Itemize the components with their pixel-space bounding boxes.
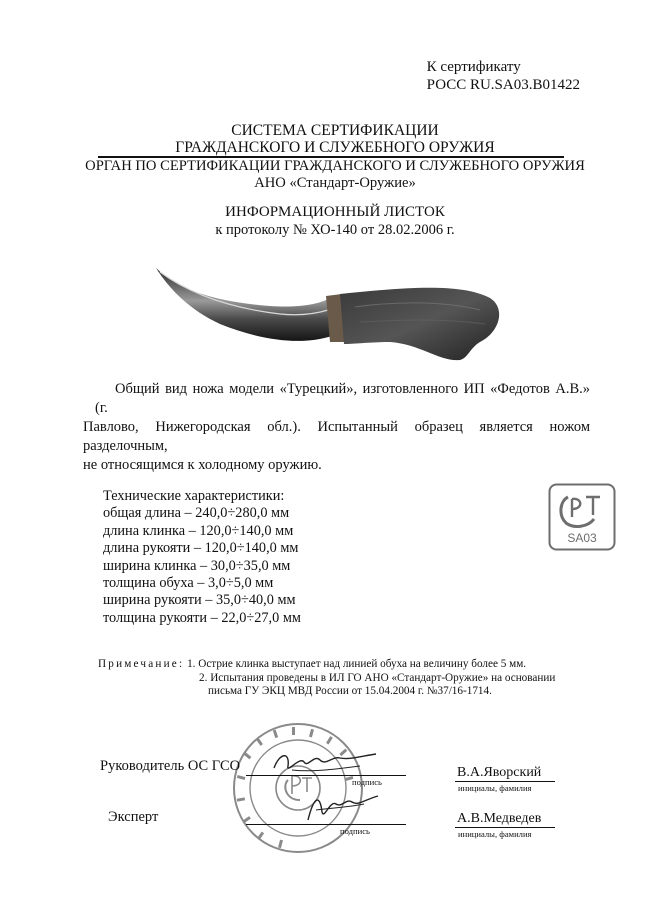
expert-handwritten-signature <box>304 790 384 824</box>
spec-item: длина рукояти – 120,0÷140,0 мм <box>103 540 299 557</box>
expert-signature-caption: подпись <box>340 826 370 836</box>
head-signature-caption: подпись <box>352 777 382 787</box>
knife-photo <box>150 262 510 372</box>
head-name-caption: инициалы, фамилия <box>458 783 532 793</box>
knife-handle <box>340 288 499 360</box>
knife-blade <box>156 268 332 341</box>
certificate-reference <box>427 58 580 94</box>
specs-heading: Технические характеристики: <box>103 488 285 504</box>
system-title-line2: ГРАЖДАНСКОГО И СЛУЖЕБНОГО ОРУЖИЯ <box>175 139 495 156</box>
description-paragraph <box>83 380 590 475</box>
description-line2: Павлово, Нижегородская обл.). Испытанный образец является ножом разделочным, <box>83 419 590 454</box>
organ-title-line1: ОРГАН ПО СЕРТИФИКАЦИИ ГРАЖДАНСКОГО И СЛУЖЕБНОГО ОРУЖИЯ <box>85 158 585 174</box>
spec-item: толщина обуха – 3,0÷5,0 мм <box>103 575 274 592</box>
expert-name: А.В.Медведев <box>457 811 542 826</box>
head-signature-line <box>246 775 406 776</box>
expert-signatory-label: Эксперт <box>108 809 159 825</box>
round-seal-stamp <box>228 718 368 858</box>
certification-mark-code: SA03 <box>567 531 597 545</box>
document-title: ИНФОРМАЦИОННЫЙ ЛИСТОК <box>225 204 445 220</box>
expert-name-line <box>455 827 555 828</box>
expert-name-caption: инициалы, фамилия <box>458 829 532 839</box>
description-line3: не относящимся к холодному оружию. <box>83 457 322 473</box>
head-name: В.А.Яворский <box>457 765 542 780</box>
note-2-line1: 2. Испытания проведены в ИЛ ГО АНО «Стандарт-Оружие» на основании <box>199 672 556 684</box>
head-signatory-label: Руководитель ОС ГСО <box>100 758 241 774</box>
notes-label: Примечание: <box>98 658 185 670</box>
organ-title-line2: АНО «Стандарт-Оружие» <box>254 175 416 191</box>
notes-section <box>98 658 526 671</box>
spec-item: ширина рукояти – 35,0÷40,0 мм <box>103 592 296 609</box>
spec-item: длина клинка – 120,0÷140,0 мм <box>103 522 294 539</box>
spec-item: ширина клинка – 30,0÷35,0 мм <box>103 557 291 574</box>
head-handwritten-signature <box>270 748 380 778</box>
certificate-ref-line1: К сертификату <box>426 59 521 75</box>
system-title-line1: СИСТЕМА СЕРТИФИКАЦИИ <box>231 122 439 139</box>
expert-signature-line <box>246 824 406 825</box>
certificate-ref-number: РОСС RU.SA03.B01422 <box>426 77 580 93</box>
spec-item: толщина рукояти – 22,0÷27,0 мм <box>103 609 301 626</box>
spec-item: общая длина – 240,0÷280,0 мм <box>103 505 290 522</box>
document-subtitle: к протоколу № ХО-140 от 28.02.2006 г. <box>215 222 455 238</box>
technical-specs <box>103 488 301 627</box>
note-2-line2: письма ГУ ЭКЦ МВД России от 15.04.2004 г. №37/16-1714. <box>208 685 492 697</box>
note-1: 1. Острие клинка выступает над линией обуха на величину более 5 мм. <box>187 658 527 670</box>
head-name-line <box>455 781 555 782</box>
description-line1: Общий вид ножа модели «Турецкий», изготовленного ИП «Федотов А.В.» (г. <box>95 381 590 416</box>
